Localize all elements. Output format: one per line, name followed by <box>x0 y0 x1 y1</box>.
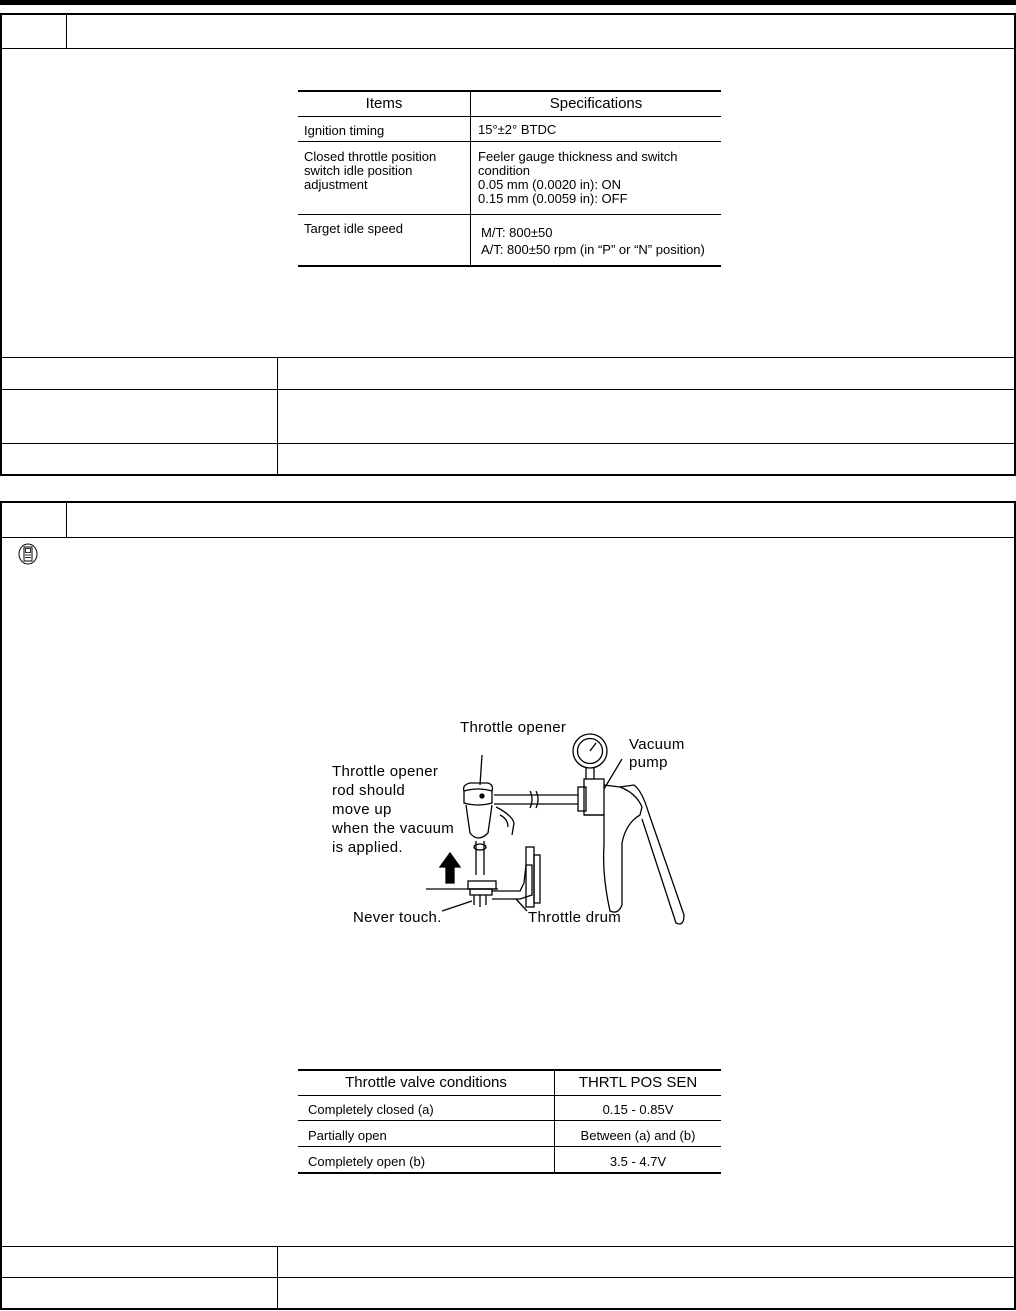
spec-value-closed-throttle: Feeler gauge thickness and switch condition 0.05 mm (0.0020 in): ON 0.15 mm (0.0059 in): OFF <box>478 149 678 206</box>
inspection-step-box-1 <box>0 13 1016 476</box>
sensor-row-voltage: 3.5 - 4.7V <box>609 1154 667 1169</box>
specifications-table <box>298 90 721 268</box>
label-throttle-drum: Throttle drum <box>528 909 622 926</box>
spec-header-specifications: Specifications <box>549 95 643 112</box>
inspection-step-box-2 <box>0 501 1016 1310</box>
spec-header-items: Items <box>365 95 403 112</box>
spec-item-closed-throttle: Closed throttle position switch idle position adjustment <box>304 149 437 192</box>
sensor-row-condition: Partially open <box>308 1128 387 1143</box>
sensor-row-condition: Completely closed (a) <box>308 1102 434 1117</box>
page-top-rule <box>0 0 1016 5</box>
sensor-row-voltage: 0.15 - 0.85V <box>602 1102 674 1117</box>
label-throttle-opener: Throttle opener <box>460 719 567 736</box>
label-never-touch: Never touch. <box>353 909 442 926</box>
throttle-opener-diagram <box>322 715 702 935</box>
label-vacuum-pump: Vacuum pump <box>629 736 685 771</box>
sensor-row-condition: Completely open (b) <box>308 1154 426 1169</box>
throttle-position-sensor-table <box>298 1069 721 1177</box>
spec-item-ignition-timing: Ignition timing <box>304 123 385 138</box>
spec-item-target-idle: Target idle speed <box>304 221 404 236</box>
sensor-row-voltage: Between (a) and (b) <box>580 1128 696 1143</box>
sensor-header-thrtl-pos-sen: THRTL POS SEN <box>578 1074 698 1091</box>
spec-value-ignition-timing: 15°±2° BTDC <box>478 122 557 137</box>
sensor-header-conditions: Throttle valve conditions <box>345 1074 507 1091</box>
label-rod-note: Throttle opener rod should move up when the vacuum is applied. <box>332 763 455 856</box>
spec-value-target-idle: M/T: 800±50 A/T: 800±50 rpm (in “P” or “N” position) <box>481 225 705 257</box>
consult-tester-icon <box>18 543 38 565</box>
